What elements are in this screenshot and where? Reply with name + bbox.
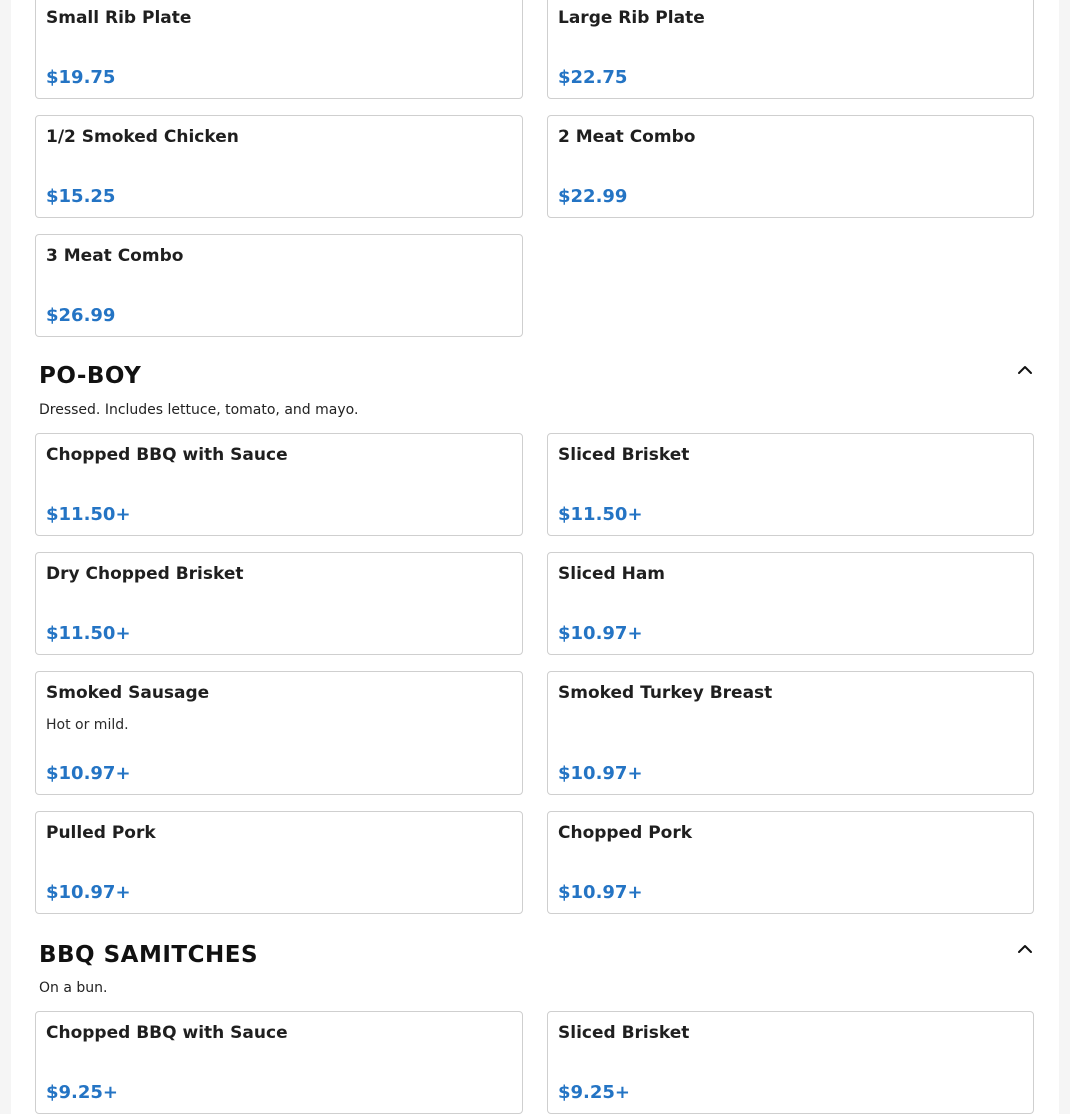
section-title-poboy: PO-BOY <box>39 363 142 389</box>
menu-item-card[interactable] <box>547 1011 1034 1114</box>
menu-item-name: Dry Chopped Brisket <box>46 564 244 584</box>
menu-item-card[interactable] <box>547 552 1034 655</box>
menu-item-price: $26.99 <box>46 305 116 326</box>
menu-item-card[interactable] <box>547 811 1034 914</box>
menu-page <box>11 0 1059 1114</box>
menu-item-price: $10.97+ <box>558 763 643 784</box>
menu-item-price: $10.97+ <box>46 882 131 903</box>
menu-item-price: $10.97+ <box>558 623 643 644</box>
menu-item-card[interactable] <box>35 234 523 337</box>
menu-item-price: $9.25+ <box>46 1082 119 1103</box>
menu-item-name: Sliced Brisket <box>558 445 690 465</box>
plates-grid <box>35 0 1034 337</box>
menu-item-name: Chopped BBQ with Sauce <box>46 1023 288 1043</box>
menu-item-price: $11.50+ <box>46 504 131 525</box>
section-title-samitches: BBQ SAMITCHES <box>39 942 259 968</box>
menu-item-card[interactable] <box>35 115 523 218</box>
menu-item-price: $15.25 <box>46 186 116 207</box>
menu-item-name: Smoked Sausage <box>46 683 210 703</box>
menu-item-card[interactable] <box>547 0 1034 99</box>
menu-item-card[interactable] <box>35 811 523 914</box>
section-subtitle-samitches: On a bun. <box>39 980 108 996</box>
menu-item-card[interactable] <box>35 433 523 536</box>
menu-item-name: Chopped Pork <box>558 823 693 843</box>
menu-item-card[interactable] <box>35 0 523 99</box>
menu-item-description: Hot or mild. <box>46 717 129 733</box>
menu-item-card[interactable] <box>547 115 1034 218</box>
menu-item-name: Sliced Brisket <box>558 1023 690 1043</box>
menu-item-price: $9.25+ <box>558 1082 631 1103</box>
menu-item-card[interactable] <box>547 671 1034 795</box>
menu-item-price: $19.75 <box>46 67 116 88</box>
menu-item-name: Large Rib Plate <box>558 8 705 28</box>
menu-item-name: Pulled Pork <box>46 823 156 843</box>
poboy-grid <box>35 433 1034 914</box>
menu-item-card[interactable] <box>35 552 523 655</box>
menu-item-card[interactable] <box>35 671 523 795</box>
menu-item-card[interactable] <box>35 1011 523 1114</box>
menu-item-price: $10.97+ <box>46 763 131 784</box>
menu-item-price: $11.50+ <box>558 504 643 525</box>
menu-item-name: Smoked Turkey Breast <box>558 683 773 703</box>
menu-item-name: 2 Meat Combo <box>558 127 696 147</box>
menu-item-name: 3 Meat Combo <box>46 246 184 266</box>
chevron-up-icon[interactable] <box>1015 360 1035 380</box>
section-subtitle-poboy: Dressed. Includes lettuce, tomato, and mayo. <box>39 402 359 418</box>
menu-item-name: 1/2 Smoked Chicken <box>46 127 239 147</box>
chevron-up-icon[interactable] <box>1015 939 1035 959</box>
menu-item-name: Small Rib Plate <box>46 8 192 28</box>
menu-item-price: $11.50+ <box>46 623 131 644</box>
menu-item-name: Chopped BBQ with Sauce <box>46 445 288 465</box>
menu-item-card[interactable] <box>547 433 1034 536</box>
menu-item-price: $10.97+ <box>558 882 643 903</box>
menu-item-name: Sliced Ham <box>558 564 666 584</box>
menu-item-price: $22.75 <box>558 67 628 88</box>
samitches-grid <box>35 1011 1034 1114</box>
menu-item-price: $22.99 <box>558 186 628 207</box>
